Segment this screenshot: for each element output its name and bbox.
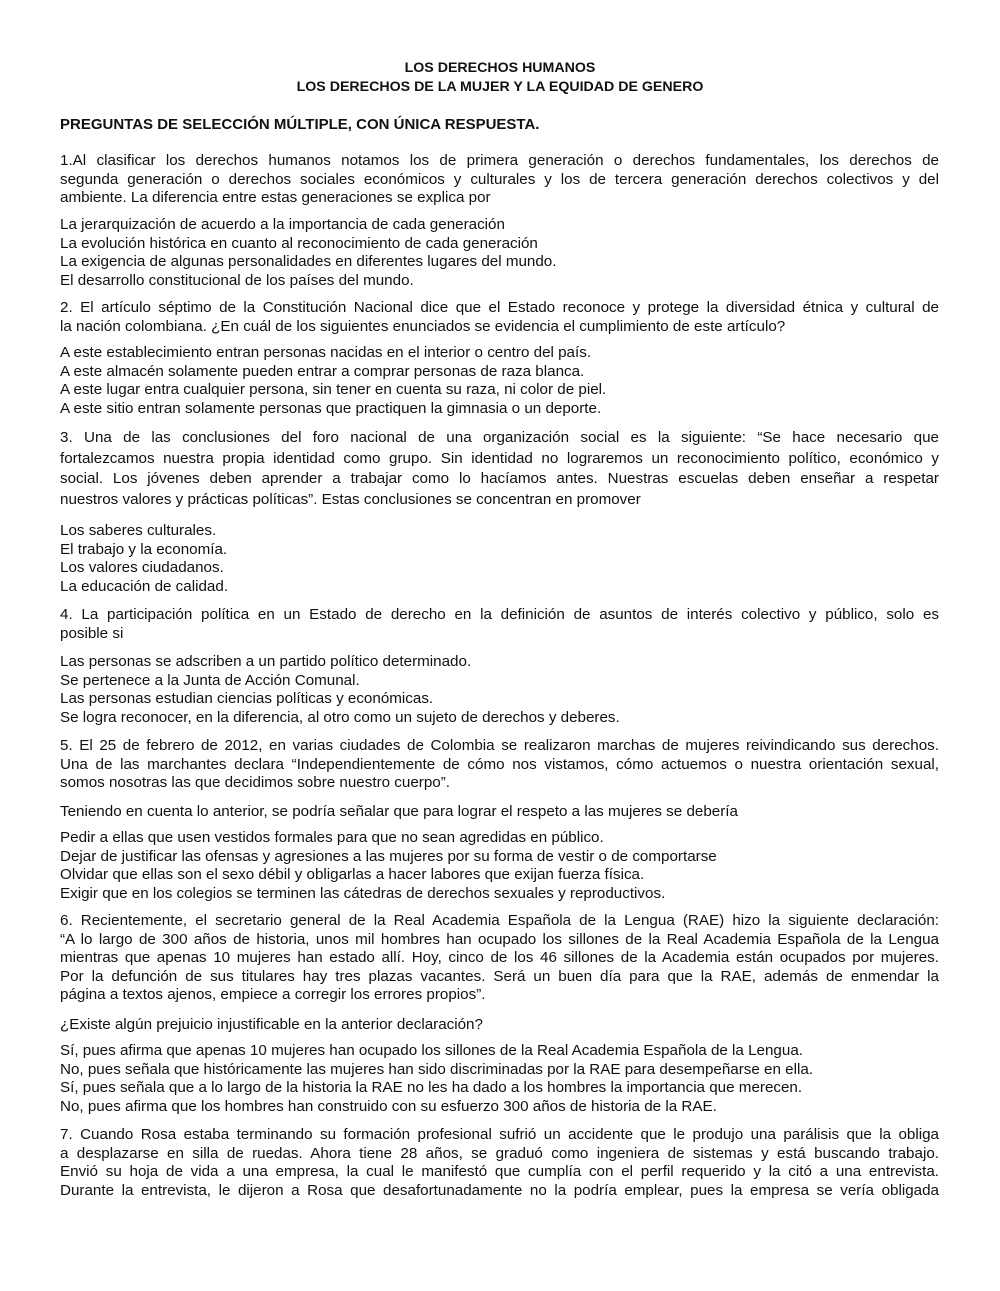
- question-5-prompt: [60, 803, 939, 822]
- question-5-stem: [60, 737, 939, 793]
- option: Se pertenece a la Junta de Acción Comunal.: [60, 671, 360, 689]
- stem-line: 6. Recientemente, el secretario general de la Real Academia Española de la Lengua (RAE) hizo la siguiente declaración:: [60, 912, 939, 929]
- option: El desarrollo constitucional de los países del mundo.: [60, 271, 414, 289]
- option: La exigencia de algunas personalidades en diferentes lugares del mundo.: [60, 253, 557, 271]
- question-7-stem: [60, 1126, 939, 1200]
- stem-line: “A lo largo de 300 años de historia, unos mil hombres han ocupado los sillones de la Real Academia Española de la Lengua: [60, 930, 939, 948]
- option: A este establecimiento entran personas nacidas en el interior o centro del país.: [60, 344, 592, 361]
- option: No, pues afirma que los hombres han construido con su esfuerzo 300 años de historia de la RAE.: [60, 1097, 717, 1115]
- stem-line: Una de las marchantes declara “Independientemente de cómo nos vistamos, cómo actuemos o nuestra orientación sexual,: [60, 755, 939, 773]
- stem-line: 1.Al clasificar los derechos humanos notamos los de primera generación o derechos fundamentales, los derechos de: [60, 152, 939, 169]
- option: Dejar de justificar las ofensas y agresiones a las mujeres por su forma de vestir o de comportarse: [60, 847, 717, 865]
- question-6-prompt: [60, 1016, 939, 1035]
- prompt-line: Teniendo en cuenta lo anterior, se podría señalar que para lograr el respeto a las mujeres se debería: [60, 803, 738, 820]
- instructions-heading: PREGUNTAS DE SELECCIÓN MÚLTIPLE, CON ÚNICA RESPUESTA.: [60, 116, 540, 133]
- question-4-options: [60, 653, 939, 727]
- option: A este lugar entra cualquier persona, sin tener en cuenta su raza, ni color de piel.: [60, 381, 607, 399]
- stem-line: 5. El 25 de febrero de 2012, en varias ciudades de Colombia se realizaron marchas de mujeres reivindicando sus derechos.: [60, 737, 939, 754]
- title-line-1: LOS DERECHOS HUMANOS: [404, 60, 596, 76]
- stem-line: social. Los jóvenes deben aprender a trabajar como lo hacíamos antes. Nuestras escuelas deben enseñar a respetar: [60, 470, 939, 487]
- stem-line: Por la defunción de sus titulares hay tres plazas vacantes. Será un buen día para que la RAE, además de enmendar la: [60, 967, 939, 985]
- option: No, pues señala que históricamente las mujeres han sido discriminadas por la RAE para desempeñarse en ella.: [60, 1060, 814, 1078]
- option: Los saberes culturales.: [60, 522, 217, 539]
- stem-line: Durante la entrevista, le dijeron a Rosa que desafortunadamente no la podría emplear, pues la empresa se vería obligada: [60, 1181, 939, 1199]
- stem-line: Envió su hoja de vida a una empresa, la cual le manifestó que cumplía con el perfil requerido y la citó a una entrevista.: [60, 1163, 939, 1181]
- option: A este sitio entran solamente personas que practiquen la gimnasia o un deporte.: [60, 399, 602, 417]
- stem-line: 3. Una de las conclusiones del foro nacional de una organización social es la siguiente: “Se hace necesario que: [60, 429, 939, 446]
- question-6-stem: [60, 912, 939, 1005]
- question-1-stem: [60, 152, 939, 208]
- prompt-line: ¿Existe algún prejuicio injustificable en la anterior declaración?: [60, 1016, 483, 1033]
- option: Los valores ciudadanos.: [60, 559, 224, 577]
- stem-line: 4. La participación política en un Estado de derecho en la definición de asuntos de interés colectivo y público, solo es: [60, 606, 939, 623]
- stem-line: 7. Cuando Rosa estaba terminando su formación profesional sufrió un accidente que le produjo una parálisis que la obliga: [60, 1126, 939, 1143]
- question-1-options: [60, 216, 939, 290]
- question-3-options: [60, 522, 939, 596]
- stem-line: mientras que apenas 10 mujeres han estado allí. Hoy, cinco de los 46 sillones de la Academia están ocupados por mujeres.: [60, 949, 939, 967]
- option: Sí, pues afirma que apenas 10 mujeres han ocupado los sillones de la Real Academia Española de la Lengua.: [60, 1042, 803, 1059]
- question-6-options: [60, 1042, 939, 1116]
- question-3-stem: [60, 428, 939, 510]
- option: El trabajo y la economía.: [60, 540, 228, 558]
- stem-line: 2. El artículo séptimo de la Constitución Nacional dice que el Estado reconoce y protege la diversidad étnica y cultural de: [60, 299, 939, 316]
- option: Pedir a ellas que usen vestidos formales para que no sean agredidas en público.: [60, 829, 604, 846]
- stem-line: nuestros valores y prácticas políticas”. Estas conclusiones se concentran en promover: [60, 490, 641, 508]
- question-4-stem: [60, 606, 939, 643]
- option: Se logra reconocer, en la diferencia, al otro como un sujeto de derechos y deberes.: [60, 708, 620, 726]
- option: La evolución histórica en cuanto al reconocimiento de cada generación: [60, 234, 538, 252]
- option: La educación de calidad.: [60, 577, 229, 595]
- option: Las personas se adscriben a un partido político determinado.: [60, 653, 472, 670]
- stem-line: somos nosotras las que decidimos sobre nuestro cuerpo”.: [60, 774, 451, 792]
- question-5-options: [60, 829, 939, 903]
- stem-line: segunda generación o derechos sociales económicos y culturales y los de tercera generación derechos colectivos y del: [60, 170, 939, 188]
- question-2-stem: [60, 299, 939, 336]
- option: A este almacén solamente pueden entrar a comprar personas de raza blanca.: [60, 362, 585, 380]
- stem-line: posible si: [60, 624, 124, 642]
- option: Olvidar que ellas son el sexo débil y obligarlas a hacer labores que exijan fuerza física.: [60, 866, 645, 884]
- option: Sí, pues señala que a lo largo de la historia la RAE no les ha dado a los hombres la importancia que merecen.: [60, 1079, 803, 1097]
- stem-line: página a textos ajenos, empiece a corregir los errores propios”.: [60, 986, 486, 1004]
- question-2-options: [60, 344, 939, 418]
- stem-line: ambiente. La diferencia entre estas generaciones se explica por: [60, 189, 491, 207]
- stem-line: a desplazarse en silla de ruedas. Ahora tiene 28 años, se graduó como ingeniera de sistemas y está buscando trabajo.: [60, 1144, 939, 1162]
- stem-line: fortalezcamos nuestra propia identidad como grupo. Sin identidad no lograremos un reconocimiento político, económico y: [60, 449, 939, 467]
- stem-line: la nación colombiana. ¿En cuál de los siguientes enunciados se evidencia el cumplimiento de este artículo?: [60, 317, 786, 335]
- title-line-2: LOS DERECHOS DE LA MUJER Y LA EQUIDAD DE GENERO: [296, 79, 704, 95]
- option: Exigir que en los colegios se terminen las cátedras de derechos sexuales y reproductivos.: [60, 884, 666, 902]
- option: La jerarquización de acuerdo a la importancia de cada generación: [60, 216, 505, 233]
- option: Las personas estudian ciencias políticas y económicas.: [60, 690, 434, 708]
